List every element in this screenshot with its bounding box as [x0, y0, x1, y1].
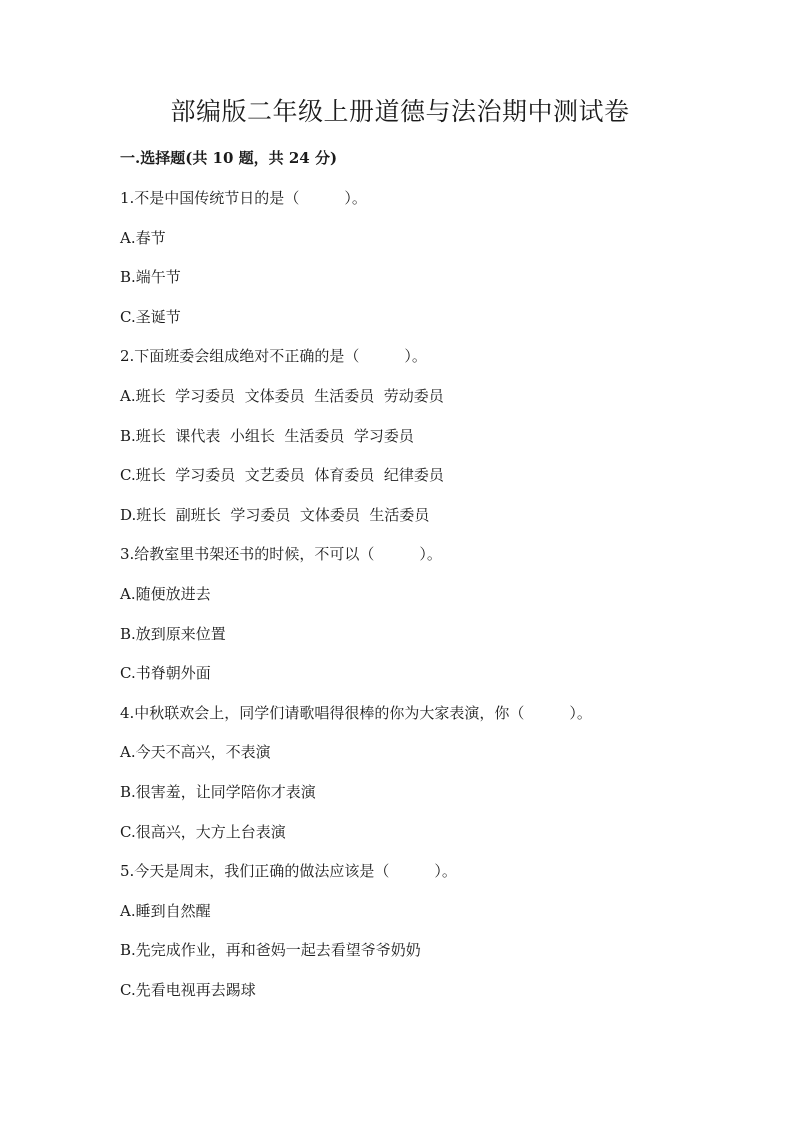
- question-3-option-b: B.放到原来位置: [120, 625, 226, 643]
- question-4-option-a: A.今天不高兴，不表演: [120, 743, 271, 761]
- question-3-stem: 3.给教室里书架还书的时候，不可以（ ）。: [120, 545, 442, 563]
- question-4-option-b: B.很害羞，让同学陪你才表演: [120, 783, 316, 801]
- question-2-option-c: C.班长 学习委员 文艺委员 体育委员 纪律委员: [120, 466, 444, 484]
- question-4-option-c: C.很高兴，大方上台表演: [120, 823, 286, 841]
- question-1-option-c: C.圣诞节: [120, 308, 181, 326]
- question-4-stem: 4.中秋联欢会上，同学们请歌唱得很棒的你为大家表演，你（ ）。: [120, 704, 592, 722]
- exam-title: 部编版二年级上册道德与法治期中测试卷: [170, 97, 630, 126]
- question-2-option-a: A.班长 学习委员 文体委员 生活委员 劳动委员: [120, 387, 444, 405]
- question-5-stem: 5.今天是周末，我们正确的做法应该是（ ）。: [120, 862, 457, 880]
- question-5-option-b: B.先完成作业，再和爸妈一起去看望爷爷奶奶: [120, 941, 421, 959]
- question-1-option-a: A.春节: [120, 229, 166, 247]
- question-3-option-c: C.书脊朝外面: [120, 664, 211, 682]
- question-2-stem: 2.下面班委会组成绝对不正确的是（ ）。: [120, 347, 427, 365]
- question-5-option-c: C.先看电视再去踢球: [120, 981, 256, 999]
- question-2-option-d: D.班长 副班长 学习委员 文体委员 生活委员: [120, 506, 430, 524]
- question-1-option-b: B.端午节: [120, 268, 181, 286]
- question-3-option-a: A.随便放进去: [120, 585, 211, 603]
- question-2-option-b: B.班长 课代表 小组长 生活委员 学习委员: [120, 427, 414, 445]
- question-1-stem: 1.不是中国传统节日的是（ ）。: [120, 189, 367, 207]
- question-5-option-a: A.睡到自然醒: [120, 902, 211, 920]
- section-heading: 一.选择题(共 10 题，共 24 分): [120, 149, 338, 167]
